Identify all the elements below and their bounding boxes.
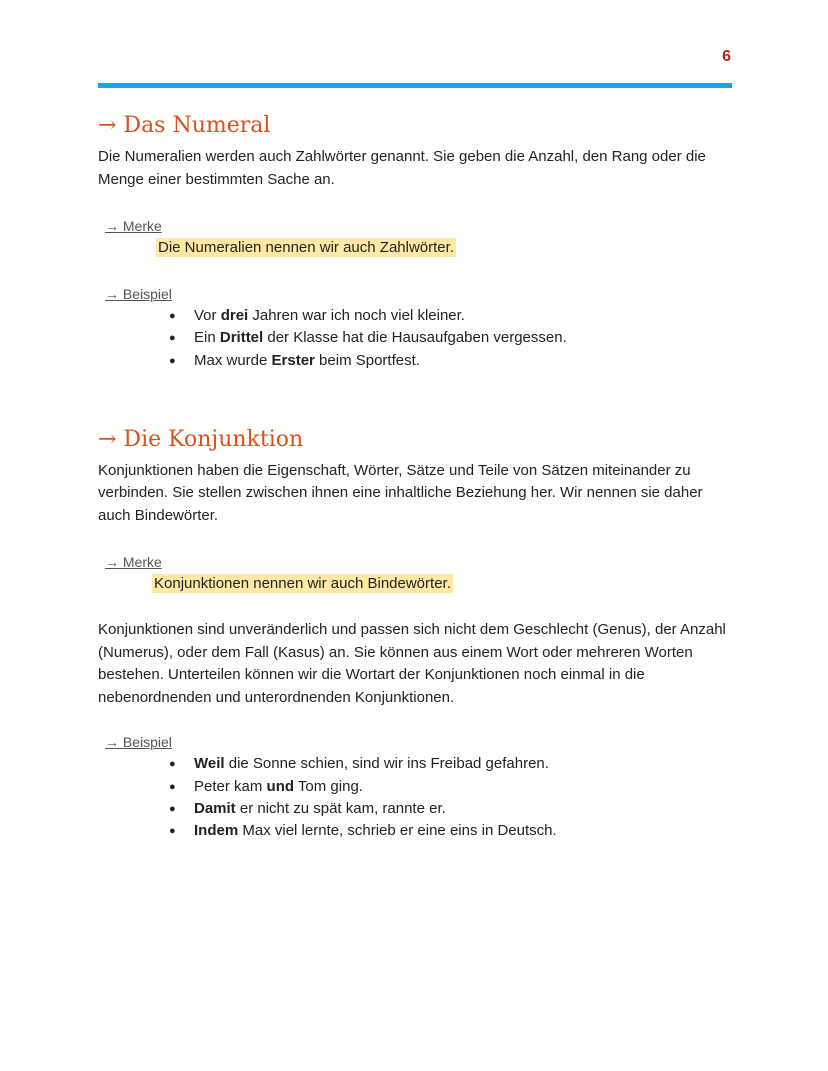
beispiel-label: → Beispiel	[105, 286, 172, 302]
list-item: ● Vor drei Jahren war ich noch viel kleiner.	[194, 305, 738, 327]
section-intro: Konjunktionen haben die Eigenschaft, Wörter, Sätze und Teile von Sätzen miteinander zu verbinden. Sie stellen zwischen ihnen eine inhaltliche Beziehung her. Wir nennen sie daher auch Bindewörter.	[98, 461, 703, 524]
merke-label: → Merke	[105, 554, 162, 571]
merke-note	[156, 237, 738, 259]
list-item: ● Damit er nicht zu spät kam, rannte er.	[194, 798, 738, 820]
bullet-icon: ●	[169, 780, 176, 793]
section-intro: Die Numeralien werden auch Zahlwörter genannt. Sie geben die Anzahl, den Rang oder die Menge einer bestimmten Sache an.	[98, 148, 706, 188]
bullet-icon: ●	[169, 825, 176, 838]
example-list	[169, 753, 738, 842]
section-paragraph: Konjunktionen sind unveränderlich und passen sich nicht dem Geschlecht (Genus), der Anzahl (Numerus), oder dem Fall (Kasus) an. Sie können aus einem Wort oder mehreren Worten bestehen. Unterteilen können wir die Wortart der Konjunktionen noch einmal in die nebenordnenden und unterordnenden Konjunktionen.	[98, 621, 726, 706]
section-konjunktion	[98, 426, 738, 843]
beispiel-label: → Beispiel	[105, 734, 172, 751]
example-list	[169, 305, 738, 372]
merke-label: → Merke	[105, 218, 162, 234]
list-item: ● Ein Drittel der Klasse hat die Hausaufgaben vergessen.	[194, 327, 738, 349]
bullet-icon: ●	[169, 758, 176, 771]
list-item: ● Peter kam und Tom ging.	[194, 776, 738, 798]
page-content	[98, 112, 738, 843]
merke-text: Konjunktionen nennen wir auch Bindewörter.	[154, 575, 451, 593]
list-item: ● Indem Max viel lernte, schrieb er eine eins in Deutsch.	[194, 820, 738, 842]
merke-note	[152, 573, 738, 595]
section-numeral	[98, 112, 738, 372]
section-heading: → Die Konjunktion	[98, 426, 304, 452]
list-item: ● Weil die Sonne schien, sind wir ins Freibad gefahren.	[194, 753, 738, 775]
merke-text: Die Numeralien nennen wir auch Zahlwörter.	[158, 239, 454, 256]
section-heading: → Das Numeral	[98, 113, 271, 138]
bullet-icon: ●	[169, 332, 176, 345]
bullet-icon: ●	[169, 802, 176, 815]
page-number: 6	[722, 48, 731, 65]
bullet-icon: ●	[169, 354, 176, 367]
header-rule	[98, 83, 732, 88]
bullet-icon: ●	[169, 310, 176, 322]
list-item: ● Max wurde Erster beim Sportfest.	[194, 350, 738, 372]
